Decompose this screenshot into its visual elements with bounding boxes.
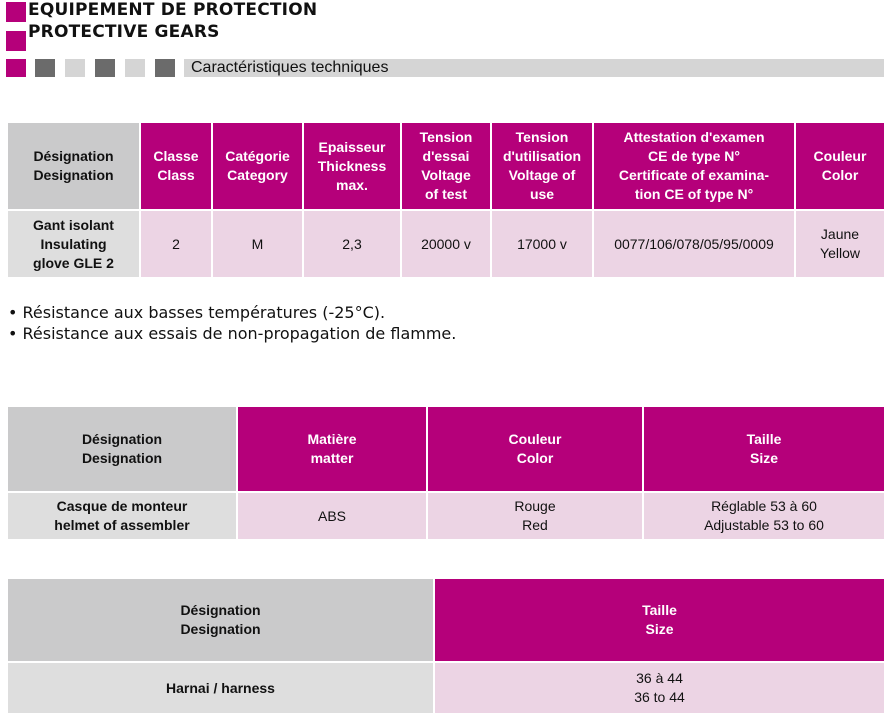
glove-spec-table: [6, 121, 884, 279]
cell-certificate: 0077/106/078/05/95/0009: [593, 210, 795, 278]
harness-table-header-row: [7, 578, 884, 662]
header-color: Couleur Color: [795, 122, 884, 210]
list-item: • Résistance aux essais de non-propagation de flamme.: [8, 324, 457, 343]
header-designation: Désignation Designation: [7, 406, 237, 492]
glove-table-header-row: [7, 122, 884, 210]
cell-thickness: 2,3: [303, 210, 401, 278]
cell-color: Jaune Yellow: [795, 210, 884, 278]
cell-designation: Harnai / harness: [7, 662, 434, 714]
cell-class: 2: [140, 210, 212, 278]
cell-test-voltage: 20000 v: [401, 210, 491, 278]
cell-category: M: [212, 210, 303, 278]
header-test-voltage: Tension d'essai Voltage of test: [401, 122, 491, 210]
table-row: [7, 662, 884, 714]
page-title-en: PROTECTIVE GEARS: [28, 22, 220, 42]
page-title-fr: EQUIPEMENT DE PROTECTION: [28, 0, 318, 20]
list-item: • Résistance aux basses températures (-25°C).: [8, 303, 386, 322]
header-size: Taille Size: [643, 406, 884, 492]
section-marker-square-3: [65, 59, 85, 77]
header-certificate: Attestation d'examen CE de type N° Certificate of examina- tion CE of type N°: [593, 122, 795, 210]
section-marker-square-5: [125, 59, 145, 77]
section-marker-square-1: [6, 59, 26, 77]
feature-list: [8, 302, 456, 344]
helmet-table-header-row: [7, 406, 884, 492]
cell-size: 36 à 44 36 to 44: [434, 662, 884, 714]
table-row: [7, 492, 884, 540]
section-label: Caractéristiques techniques: [184, 59, 884, 77]
section-marker-square-4: [95, 59, 115, 77]
header-designation: Désignation Designation: [7, 578, 434, 662]
header-use-voltage: Tension d'utilisation Voltage of use: [491, 122, 593, 210]
header-category: Catégorie Category: [212, 122, 303, 210]
helmet-spec-table: [6, 405, 884, 541]
header-class: Classe Class: [140, 122, 212, 210]
cell-designation: Gant isolant Insulating glove GLE 2: [7, 210, 140, 278]
title-marker-square-2: [6, 31, 26, 51]
section-marker-square-2: [35, 59, 55, 77]
table-row: [7, 210, 884, 278]
section-marker-square-6: [155, 59, 175, 77]
cell-color: Rouge Red: [427, 492, 643, 540]
header-thickness: Epaisseur Thickness max.: [303, 122, 401, 210]
harness-spec-table: [6, 577, 884, 715]
cell-matter: ABS: [237, 492, 427, 540]
header-designation: Désignation Designation: [7, 122, 140, 210]
header-color: Couleur Color: [427, 406, 643, 492]
header-size: Taille Size: [434, 578, 884, 662]
cell-size: Réglable 53 à 60 Adjustable 53 to 60: [643, 492, 884, 540]
cell-use-voltage: 17000 v: [491, 210, 593, 278]
title-marker-square-1: [6, 2, 26, 22]
header-matter: Matière matter: [237, 406, 427, 492]
cell-designation: Casque de monteur helmet of assembler: [7, 492, 237, 540]
